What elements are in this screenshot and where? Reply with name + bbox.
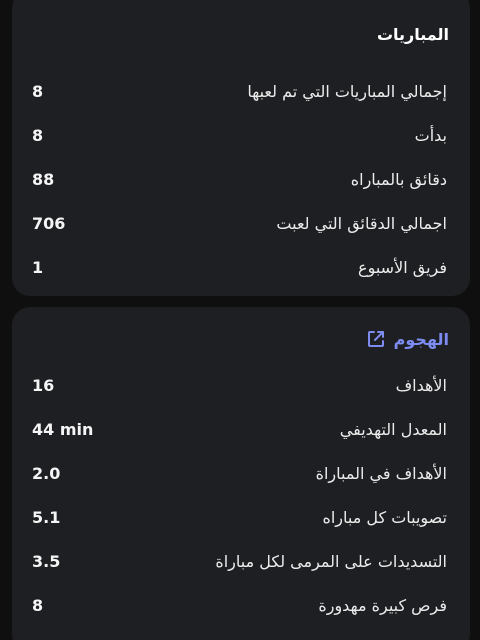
- stat-value: 5.1: [32, 507, 61, 527]
- stat-value: 2.0: [32, 463, 61, 483]
- stat-label: فرص كبيرة مهدورة: [318, 595, 447, 615]
- stat-value: 1: [32, 257, 44, 277]
- stat-row-team-of-week: [12, 245, 470, 289]
- stat-label: اجمالي الدقائق التي لعبت: [276, 213, 447, 233]
- stat-row-minutes-per-match: [12, 157, 470, 201]
- attack-header-link[interactable]: [366, 329, 449, 349]
- stat-label: إجمالي المباريات التي تم لعبها: [247, 81, 447, 101]
- stat-row-shots-per-match: [12, 495, 470, 539]
- stat-label: بدأت: [414, 125, 447, 145]
- stat-value: 8: [32, 125, 44, 145]
- stat-label: فريق الأسبوع: [358, 257, 447, 277]
- stat-value: 3.5: [32, 551, 61, 571]
- stat-value: 8: [32, 595, 44, 615]
- stat-value: 88: [32, 169, 55, 189]
- stat-label: تصويبات كل مباراه: [322, 507, 447, 527]
- stat-label: الأهداف في المباراة: [315, 463, 447, 483]
- stat-row-goals-per-match: [12, 451, 470, 495]
- stat-row-big-chances-missed: [12, 583, 470, 627]
- stat-label: دقائق بالمباراه: [350, 169, 447, 189]
- attack-card: [12, 307, 470, 640]
- stat-value: 706: [32, 213, 66, 233]
- stat-row-total-matches: [12, 69, 470, 113]
- stat-row-scoring-frequency: [12, 407, 470, 451]
- attack-stats-list: [12, 363, 470, 627]
- stat-row-shots-on-target: [12, 539, 470, 583]
- stat-row-total-minutes: [12, 201, 470, 245]
- stat-value: 8: [32, 81, 44, 101]
- stat-row-goals: [12, 363, 470, 407]
- stat-row-started: [12, 113, 470, 157]
- attack-title[interactable]: الهجوم: [393, 329, 449, 349]
- external-link-icon[interactable]: [366, 329, 386, 349]
- stat-label: التسديدات على المرمى لكل مباراة: [215, 551, 447, 571]
- stat-label: المعدل التهديفي: [339, 419, 447, 439]
- stat-label: الأهداف: [395, 375, 447, 395]
- stat-value: 44 min: [32, 419, 94, 439]
- matches-header: [377, 25, 449, 44]
- stat-value: 16: [32, 375, 55, 395]
- matches-stats-list: [12, 69, 470, 289]
- matches-title: المباريات: [376, 25, 449, 44]
- matches-card: [12, 0, 470, 296]
